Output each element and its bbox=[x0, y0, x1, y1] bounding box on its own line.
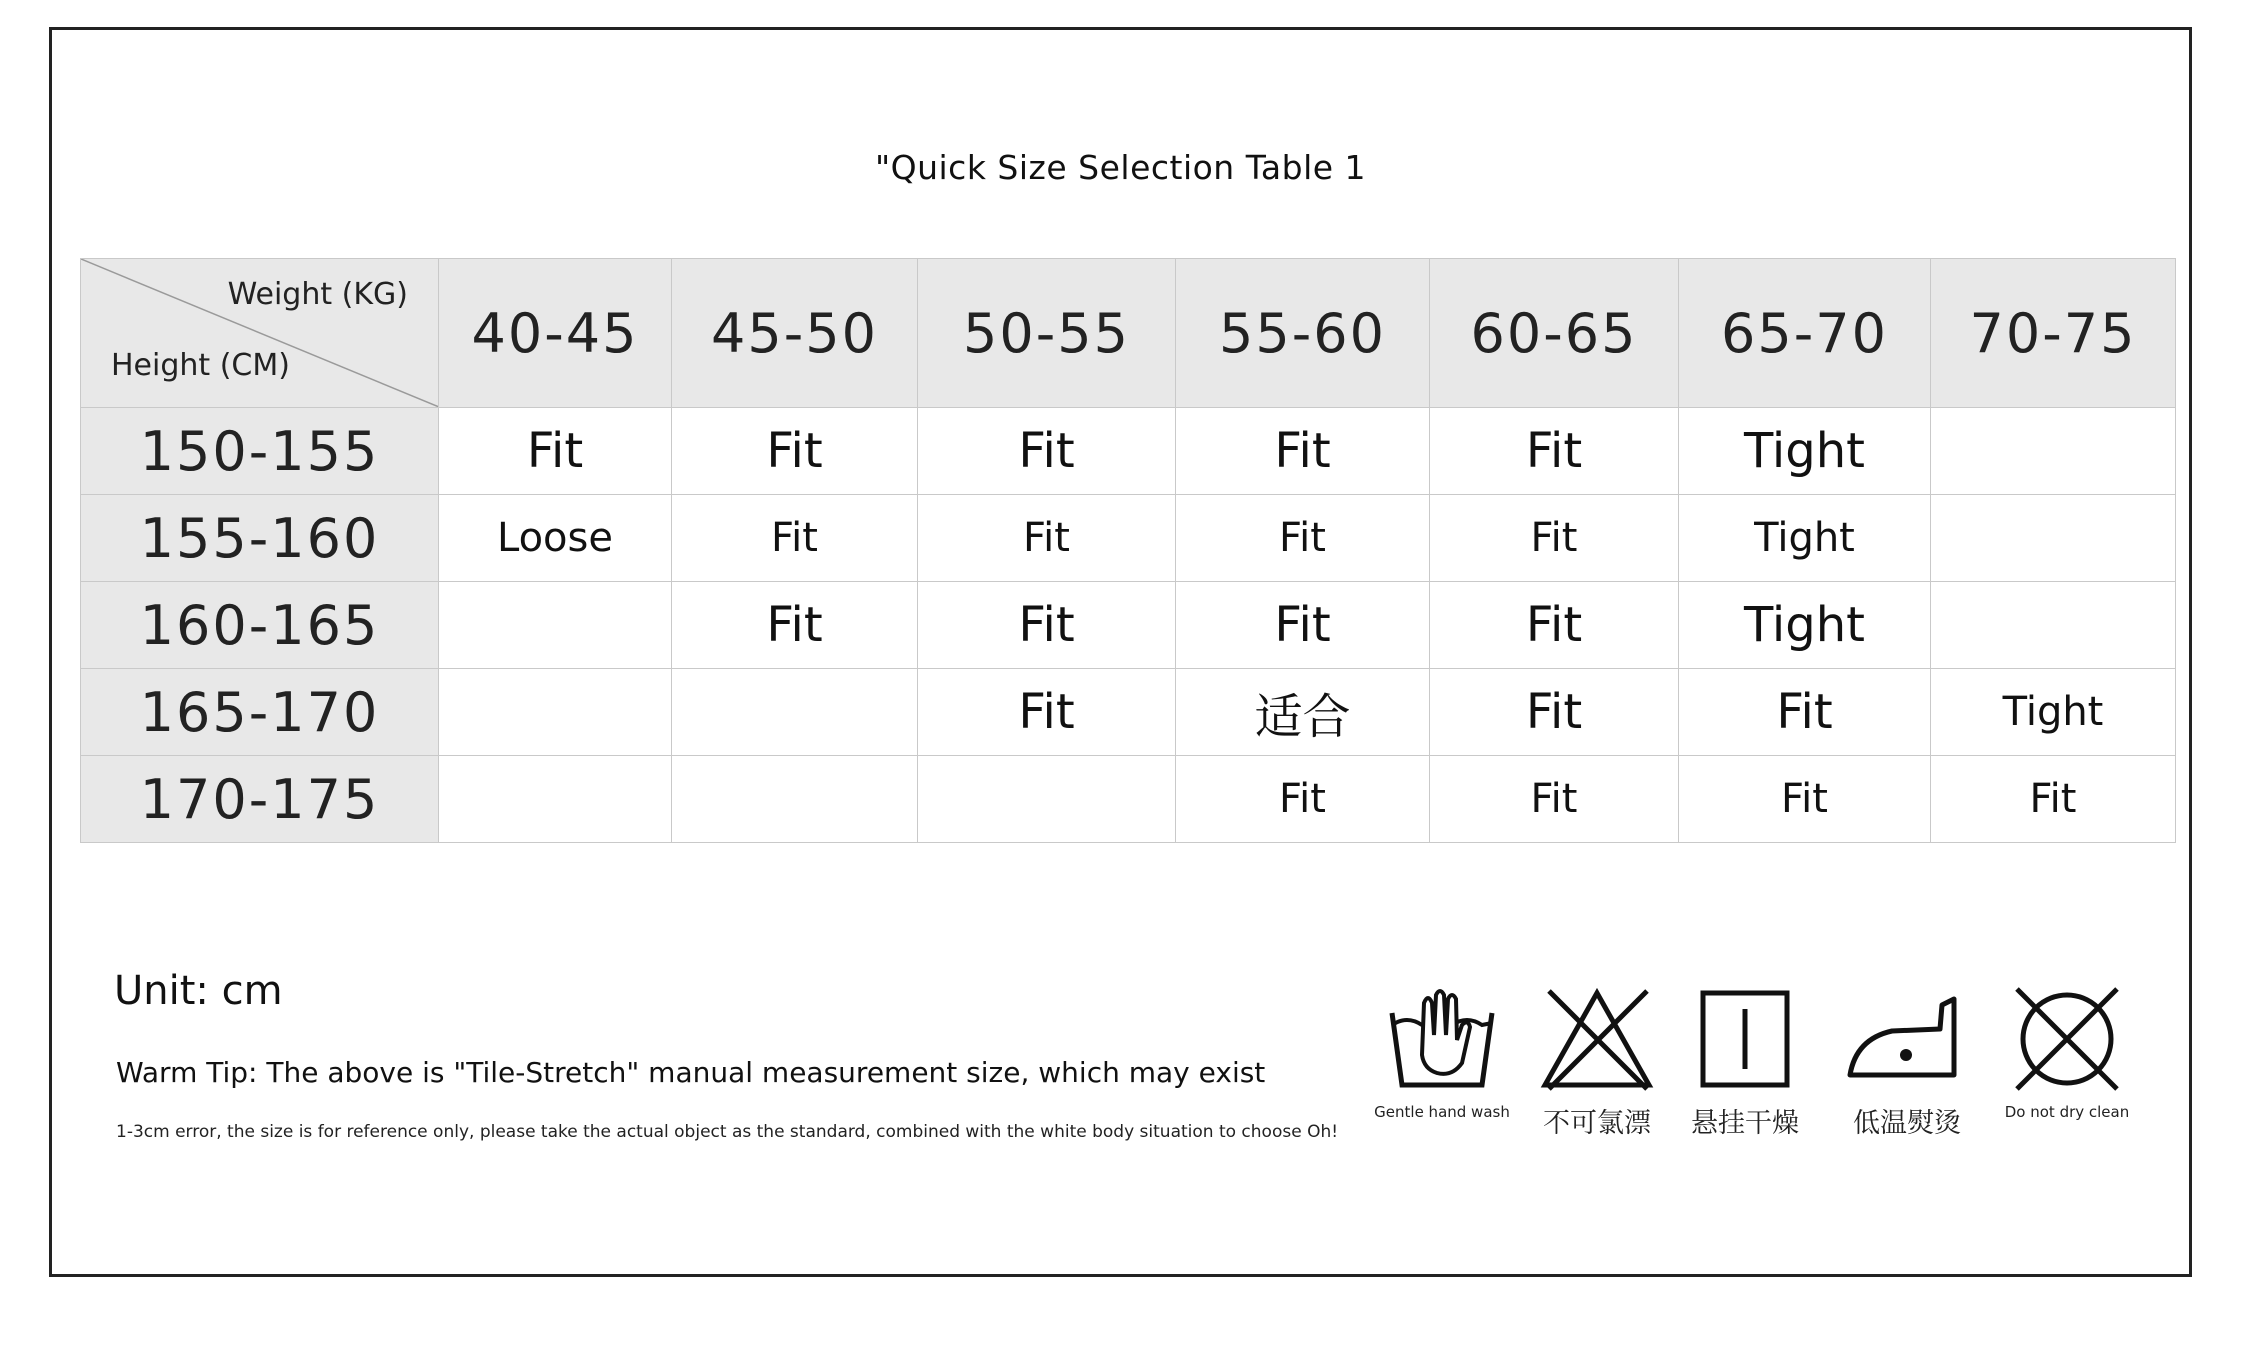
size-chart-frame bbox=[49, 27, 2192, 1277]
fit-cell: Fit bbox=[1176, 582, 1430, 669]
weight-header: 70-75 bbox=[1931, 259, 2176, 408]
unit-label: Unit: cm bbox=[114, 968, 283, 1014]
weight-header: 45-50 bbox=[672, 259, 918, 408]
fit-cell: Fit bbox=[918, 408, 1176, 495]
fit-cell: Fit bbox=[672, 495, 918, 582]
fit-cell: Fit bbox=[1430, 756, 1679, 843]
fit-cell: Fit bbox=[1176, 495, 1430, 582]
fit-cell: 适合 bbox=[1176, 669, 1430, 756]
weight-axis-label: Weight (KG) bbox=[227, 277, 408, 312]
corner-cell bbox=[81, 259, 439, 408]
fit-cell: Tight bbox=[1679, 582, 1931, 669]
fit-cell: Tight bbox=[1679, 495, 1931, 582]
fit-cell: Tight bbox=[1931, 669, 2176, 756]
fit-cell: Fit bbox=[672, 408, 918, 495]
fit-cell bbox=[439, 669, 672, 756]
weight-header: 50-55 bbox=[918, 259, 1176, 408]
height-header: 160-165 bbox=[81, 582, 439, 669]
fit-cell: Fit bbox=[1430, 669, 1679, 756]
height-header: 155-160 bbox=[81, 495, 439, 582]
height-header: 170-175 bbox=[81, 756, 439, 843]
fit-cell: Fit bbox=[1679, 756, 1931, 843]
care-label: 不可氯漂 bbox=[1543, 1108, 1651, 1139]
fit-cell bbox=[439, 582, 672, 669]
table-row bbox=[81, 756, 2176, 843]
fit-cell: Fit bbox=[1176, 756, 1430, 843]
weight-header: 55-60 bbox=[1176, 259, 1430, 408]
warm-tip-line2: 1-3cm error, the size is for reference only, please take the actual object as the standard, combined with the white body situation to choose Oh! bbox=[116, 1122, 1339, 1142]
fit-cell bbox=[1931, 582, 2176, 669]
fit-cell: Fit bbox=[918, 669, 1176, 756]
table-row bbox=[81, 582, 2176, 669]
care-item-no-bleach bbox=[1522, 985, 1672, 1140]
weight-header: 65-70 bbox=[1679, 259, 1931, 408]
no-dry-clean-icon bbox=[2007, 985, 2127, 1095]
fit-cell bbox=[918, 756, 1176, 843]
height-header: 150-155 bbox=[81, 408, 439, 495]
fit-cell: Fit bbox=[918, 582, 1176, 669]
table-row bbox=[81, 495, 2176, 582]
fit-cell: Fit bbox=[1430, 582, 1679, 669]
fit-cell bbox=[1931, 495, 2176, 582]
fit-cell: Fit bbox=[1430, 408, 1679, 495]
weight-header: 60-65 bbox=[1430, 259, 1679, 408]
care-label: 悬挂干燥 bbox=[1691, 1108, 1799, 1139]
warm-tip-line1: Warm Tip: The above is "Tile-Stretch" manual measurement size, which may exist bbox=[116, 1056, 1266, 1089]
fit-cell: Fit bbox=[918, 495, 1176, 582]
fit-cell: Fit bbox=[439, 408, 672, 495]
fit-cell: Fit bbox=[1430, 495, 1679, 582]
fit-cell bbox=[672, 756, 918, 843]
hang-dry-icon bbox=[1685, 985, 1805, 1095]
care-item-hang-dry bbox=[1670, 985, 1820, 1140]
fit-cell bbox=[439, 756, 672, 843]
fit-cell: Tight bbox=[1679, 408, 1931, 495]
fit-cell: Fit bbox=[1679, 669, 1931, 756]
care-label: Do not dry clean bbox=[2004, 1103, 2130, 1121]
care-label: Gentle hand wash bbox=[1374, 1103, 1510, 1121]
table-header-row bbox=[81, 259, 2176, 408]
height-header: 165-170 bbox=[81, 669, 439, 756]
care-item-hand-wash bbox=[1367, 985, 1517, 1121]
no-bleach-icon bbox=[1537, 985, 1657, 1095]
height-axis-label: Height (CM) bbox=[111, 348, 290, 383]
table-row bbox=[81, 669, 2176, 756]
fit-cell: Fit bbox=[1931, 756, 2176, 843]
fit-cell bbox=[1931, 408, 2176, 495]
care-item-low-iron bbox=[1832, 985, 1982, 1140]
fit-cell: Loose bbox=[439, 495, 672, 582]
hand-wash-icon bbox=[1382, 985, 1502, 1095]
fit-cell bbox=[672, 669, 918, 756]
care-item-no-dry-clean bbox=[1992, 985, 2142, 1121]
weight-header: 40-45 bbox=[439, 259, 672, 408]
low-iron-icon bbox=[1842, 985, 1972, 1095]
size-table bbox=[80, 258, 2176, 843]
fit-cell: Fit bbox=[672, 582, 918, 669]
table-row bbox=[81, 408, 2176, 495]
page-title: "Quick Size Selection Table 1 bbox=[874, 148, 1367, 187]
care-label: 低温熨烫 bbox=[1853, 1108, 1961, 1139]
fit-cell: Fit bbox=[1176, 408, 1430, 495]
